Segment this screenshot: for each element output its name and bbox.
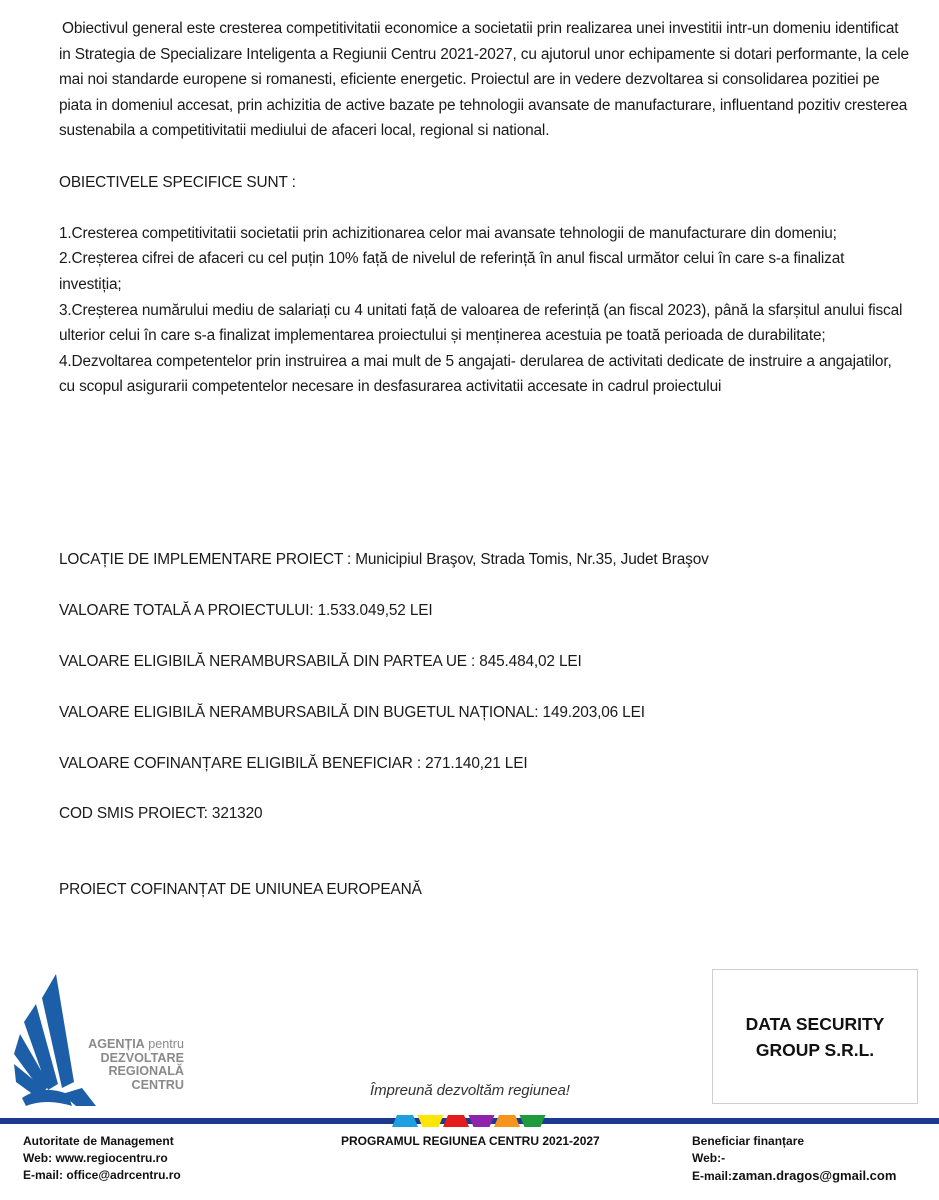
eu-eligible-value: VALOARE ELIGIBILĂ NERAMBURSABILĂ DIN PARTEA UE : 845.484,02 LEI [59, 653, 582, 670]
eu-cofinanced-note: PROIECT COFINANȚAT DE UNIUNEA EUROPEANĂ [59, 881, 422, 898]
document-body [59, 16, 909, 400]
rainbow-segment [494, 1115, 520, 1127]
agency-name: AGENȚIA pentru DEZVOLTARE REGIONALĂ CENTRU [88, 1037, 184, 1092]
beneficiary-box: DATA SECURITY GROUP S.R.L. [712, 969, 918, 1104]
total-project-value: VALOARE TOTALĂ A PROIECTULUI: 1.533.049,52 LEI [59, 602, 433, 619]
specific-objectives-heading: OBIECTIVELE SPECIFICE SUNT : [59, 173, 296, 191]
management-email-link[interactable]: E-mail: office@adrcentru.ro [23, 1168, 181, 1182]
rainbow-segment [520, 1115, 546, 1127]
rainbow-segment [418, 1115, 444, 1127]
general-objective: Obiectivul general este cresterea competitivitatii economice a societatii prin realizarea unei investitii intr-un domeniu identificat in Strategia de Specializare Inteligenta a Regiunii Centru 2021-2027, cu ajutorul unor echipamente si dotari performante, la cele mai noi standarde europene si romanesti, eficiente energetic. Proiectul are in vedere dezvoltarea si consolidarea pozitiei pe piata in domeniul accesat, prin achizitia de active bazate pe tehnologii avansate de manufacturare, influentand pozitiv cresterea sustenabila a competitivitatii mediului de afaceri local, regional si national. [59, 20, 909, 140]
management-authority-info: Autoritate de Management Web: www.regiocentru.ro E-mail: office@adrcentru.ro [23, 1134, 181, 1182]
objective-item: 2.Creșterea cifrei de afaceri cu cel puțin 10% față de nivelul de referință în anul fiscal următor celui în care s-a finalizat investiția; [59, 250, 845, 293]
implementation-location: LOCAȚIE DE IMPLEMENTARE PROIECT : Municipiul Braşov, Strada Tomis, Nr.35, Judet Braşov [59, 551, 709, 568]
slogan: Împreună dezvoltăm regiunea! [370, 1082, 570, 1099]
objective-item: 1.Cresterea competitivitatii societatii prin achizitionarea celor mai avansate tehnologii de manufacturare din domeniu; [59, 224, 837, 242]
objective-item: 4.Dezvoltarea competentelor prin instruirea a mai mult de 5 angajati- derularea de activitati dedicate de instruire a angajatilor, cu scopul asigurarii competentelor necesare in desfasurarea activitatii accesate in cadrul proiectului [59, 352, 892, 396]
objective-item: 3.Creșterea numărului mediu de salariați cu 4 unitati față de valoarea de referință (an fiscal 2023), până la sfarșitul anului fiscal ulterior celui în care s-a finalizat implementarea proiectului și menținerea acestuia pe toată perioada de durabilitate; [59, 301, 903, 345]
program-name: PROGRAMUL REGIUNEA CENTRU 2021-2027 [341, 1134, 600, 1148]
beneficiary-email-link[interactable]: zaman.dragos@gmail.com [732, 1168, 897, 1183]
rainbow-segment [392, 1115, 418, 1127]
beneficiary-cofinancing-value: VALOARE COFINANȚARE ELIGIBILĂ BENEFICIAR : 271.140,21 LEI [59, 755, 528, 772]
program-rainbow-icon [390, 1114, 550, 1128]
smis-code: COD SMIS PROIECT: 321320 [59, 805, 263, 822]
rainbow-segment [443, 1115, 469, 1127]
rainbow-segment [469, 1115, 495, 1127]
management-web-link[interactable]: Web: www.regiocentru.ro [23, 1151, 168, 1165]
national-eligible-value: VALOARE ELIGIBILĂ NERAMBURSABILĂ DIN BUGETUL NAȚIONAL: 149.203,06 LEI [59, 704, 645, 721]
beneficiary-info: Beneficiar finanțare Web:- E-mail:zaman.dragos@gmail.com [692, 1134, 897, 1183]
